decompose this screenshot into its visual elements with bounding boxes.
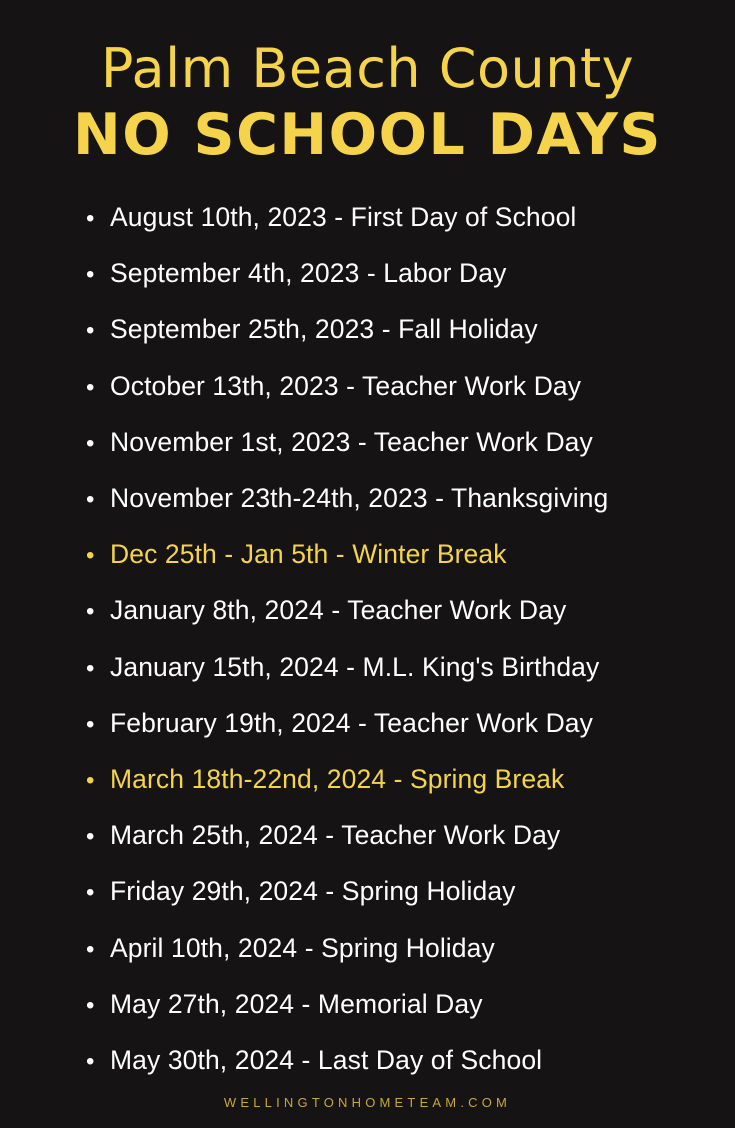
list-item-label: March 18th-22nd, 2024 - Spring Break <box>110 764 565 795</box>
bullet-icon: • <box>86 486 95 514</box>
list-item-label: Friday 29th, 2024 - Spring Holiday <box>110 876 516 907</box>
list-item <box>0 1033 735 1089</box>
bullet-icon: • <box>86 205 95 232</box>
list-item <box>0 921 735 977</box>
list-item <box>0 359 735 415</box>
list-item <box>0 527 735 583</box>
list-item-label: May 30th, 2024 - Last Day of School <box>110 1045 543 1076</box>
no-school-days-list <box>0 190 735 1089</box>
bullet-icon: • <box>86 991 95 1019</box>
bullet-icon: • <box>86 317 95 345</box>
footer-website: WELLINGTONHOMETEAM.COM <box>223 1095 512 1111</box>
list-item-label: October 13th, 2023 - Teacher Work Day <box>110 370 582 401</box>
list-item <box>0 190 735 246</box>
list-item <box>0 696 735 752</box>
bullet-icon: • <box>86 823 95 851</box>
list-item-label: September 4th, 2023 - Labor Day <box>110 258 507 289</box>
title-line-county: Palm Beach County <box>100 37 635 100</box>
list-item <box>0 302 735 358</box>
list-item-label: March 25th, 2024 - Teacher Work Day <box>110 820 561 851</box>
list-item-label: September 25th, 2023 - Fall Holiday <box>110 314 538 345</box>
bullet-icon: • <box>86 879 95 907</box>
list-item-label: January 15th, 2024 - M.L. King's Birthday <box>110 651 600 682</box>
list-item <box>0 415 735 471</box>
poster-header <box>0 0 735 168</box>
bullet-icon: • <box>86 935 95 963</box>
list-item-label: August 10th, 2023 - First Day of School <box>110 202 577 232</box>
list-item-label: January 8th, 2024 - Teacher Work Day <box>110 595 567 626</box>
list-item <box>0 808 735 864</box>
list-item-label: February 19th, 2024 - Teacher Work Day <box>110 707 593 738</box>
bullet-icon: • <box>86 542 95 570</box>
bullet-icon: • <box>86 261 95 289</box>
bullet-icon: • <box>86 654 95 682</box>
list-item-label: April 10th, 2024 - Spring Holiday <box>110 932 495 963</box>
list-item <box>0 752 735 808</box>
list-item <box>0 246 735 302</box>
list-item <box>0 977 735 1033</box>
bullet-icon: • <box>86 429 95 457</box>
list-item <box>0 471 735 527</box>
bullet-icon: • <box>86 373 95 401</box>
title-line-no-school-days: NO SCHOOL DAYS <box>73 102 662 168</box>
bullet-icon: • <box>86 767 95 795</box>
list-item-label: May 27th, 2024 - Memorial Day <box>110 988 483 1019</box>
bullet-icon: • <box>86 1048 95 1076</box>
bullet-icon: • <box>86 598 95 626</box>
list-item-label: Dec 25th - Jan 5th - Winter Break <box>110 539 507 570</box>
list-item-label: November 1st, 2023 - Teacher Work Day <box>110 426 593 457</box>
list-item <box>0 583 735 639</box>
list-item <box>0 640 735 696</box>
list-item <box>0 864 735 920</box>
list-item-label: November 23th-24th, 2023 - Thanksgiving <box>110 483 609 514</box>
bullet-icon: • <box>86 710 95 738</box>
